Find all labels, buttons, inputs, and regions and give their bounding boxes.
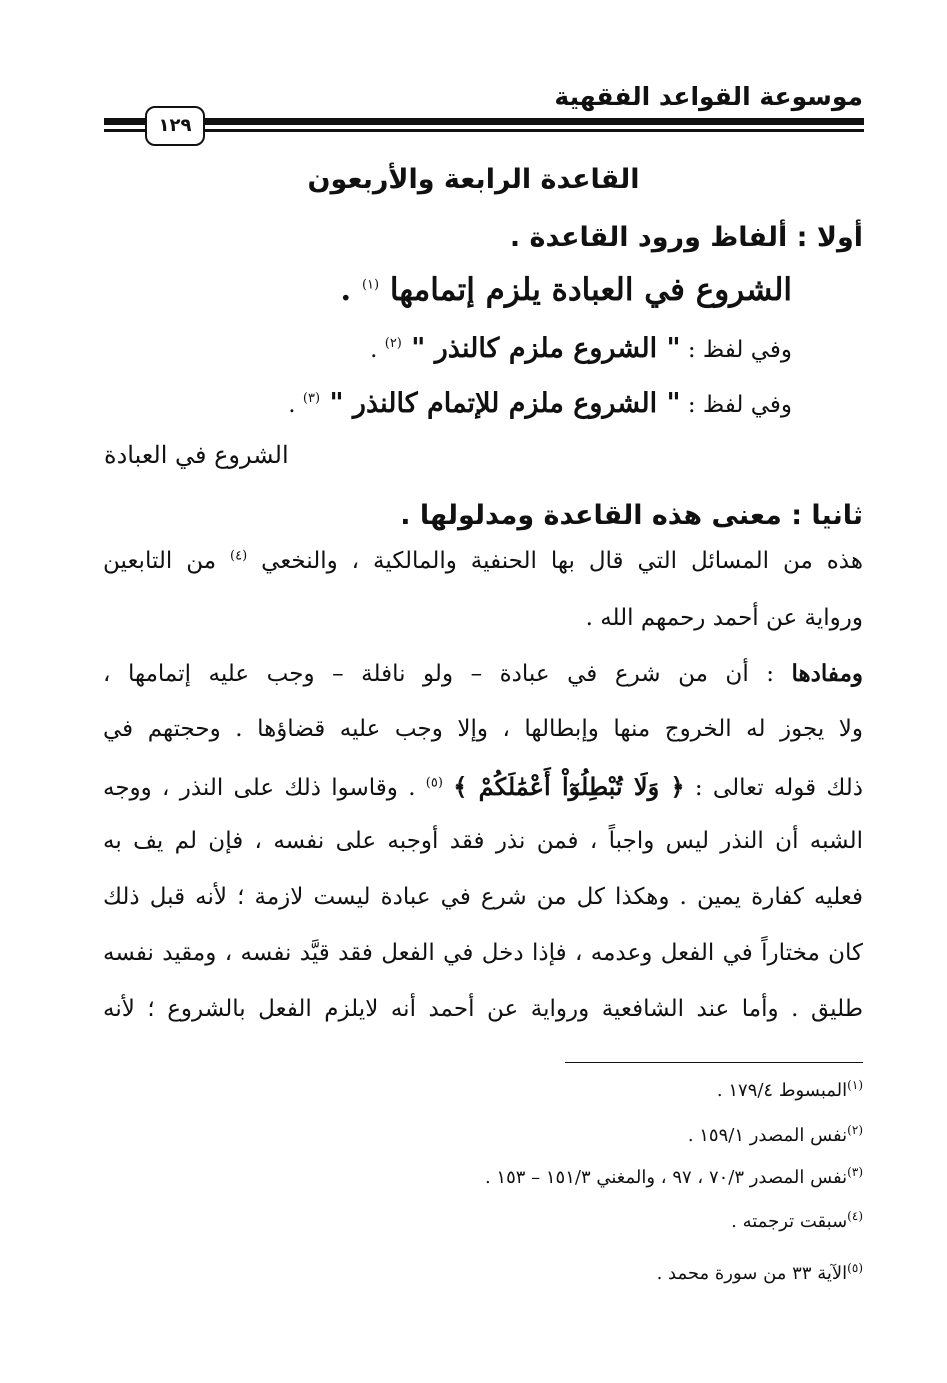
- section-heading-meaning: ثانيا : معنى هذه القاعدة ومدلولها .: [400, 500, 863, 531]
- body-text: من التابعين: [103, 548, 231, 574]
- body-line: كان مختاراً في الفعل وعدمه ، فإذا دخل في الفعل فقد قيَّد نفسه ، ومقيد نفسه: [103, 940, 863, 966]
- footnote-ref[interactable]: (٢): [384, 336, 402, 351]
- body-line: ولا يجوز له الخروج منها وإبطالها ، وإلا وجب عليه قضاؤها . وحجتهم في: [103, 716, 863, 742]
- phrase-lead: وفي لفظ :: [680, 392, 792, 418]
- footnote-separator: [565, 1062, 863, 1063]
- footnote: [657, 1261, 863, 1284]
- rule-heading: القاعدة الرابعة والأربعون: [307, 164, 640, 195]
- footnote-number: (١): [847, 1078, 863, 1092]
- body-text: هذه من المسائل التي قال بها الحنفية والمالكية ، والنخعي: [247, 548, 863, 574]
- phrase-text: " الشروع ملزم للإتمام كالنذر ": [329, 388, 681, 419]
- phrase-end: .: [340, 272, 362, 308]
- phrase-lead: وفي لفظ :: [680, 337, 792, 363]
- footnote-ref[interactable]: (٥): [425, 775, 443, 791]
- footnote: [688, 1123, 863, 1146]
- footnote: [731, 1209, 863, 1232]
- body-line: [103, 660, 863, 687]
- footnote-number: (٥): [847, 1261, 863, 1275]
- rule-phrase-variant: [288, 388, 792, 419]
- body-text: ذلك قوله تعالى :: [684, 775, 864, 801]
- footnote-number: (٣): [847, 1165, 863, 1179]
- rule-phrase-variant: [370, 333, 792, 364]
- body-line: فعليه كفارة يمين . وهكذا كل من شرع في عبادة ليست لازمة ؛ لأنه قبل ذلك: [103, 884, 863, 910]
- margin-keyword: الشروع في العبادة: [104, 441, 289, 469]
- section-heading-forms: أولا : ألفاظ ورود القاعدة .: [509, 222, 863, 253]
- rule-phrase-main: [340, 272, 792, 308]
- footnote: [717, 1078, 863, 1101]
- running-header-title: موسوعة القواعد الفقهية: [554, 82, 863, 111]
- footnote-number: (٢): [847, 1123, 863, 1137]
- phrase-end: .: [370, 337, 385, 363]
- page-number: ١٢٩: [145, 106, 205, 146]
- body-line: [103, 548, 863, 574]
- footnote-text: المبسوط ١٧٩/٤ .: [716, 1080, 848, 1101]
- footnote-ref[interactable]: (٣): [302, 391, 321, 406]
- body-line: [103, 772, 863, 801]
- phrase-text: " الشروع ملزم كالنذر ": [411, 333, 681, 364]
- body-keyword: ومفادها: [791, 660, 863, 687]
- footnote-number: (٤): [847, 1209, 863, 1223]
- footnote-ref[interactable]: (٤): [230, 548, 248, 564]
- footnote-text: الآية ٣٣ من سورة محمد .: [656, 1263, 848, 1284]
- footnote: [485, 1165, 863, 1188]
- footnote-text: نفس المصدر ١٥٩/١ .: [687, 1125, 848, 1146]
- header-rule-thick: [104, 118, 864, 125]
- body-line: الشبه أن النذر ليس واجباً ، فمن نذر فقد أوجبه على نفسه ، فإن لم يف به: [103, 828, 863, 854]
- body-text: : أن من شرع في عبادة – ولو نافلة – وجب عليه إتمامها ،: [103, 661, 792, 687]
- phrase-end: .: [288, 392, 303, 418]
- body-line: ورواية عن أحمد رحمهم الله .: [585, 605, 863, 631]
- footnote-ref[interactable]: (١): [361, 277, 380, 293]
- body-line: طليق . وأما عند الشافعية ورواية عن أحمد أنه لايلزم الفعل بالشروع ؛ لأنه: [103, 996, 863, 1022]
- header-rule-thin: [104, 129, 864, 132]
- quran-verse: ﴿ وَلَا تُبْطِلُوٓاْ أَعْمَٰلَكُمْ ﴾: [453, 772, 685, 801]
- footnote-text: سبقت ترجمته .: [731, 1211, 848, 1232]
- body-text: . وقاسوا ذلك على النذر ، ووجه: [103, 775, 426, 801]
- footnote-text: نفس المصدر ٧٠/٣ ، ٩٧ ، والمغني ١٥١/٣ – ١٥٣ .: [484, 1167, 848, 1188]
- phrase-text: الشروع في العبادة يلزم إتمامها: [389, 272, 792, 308]
